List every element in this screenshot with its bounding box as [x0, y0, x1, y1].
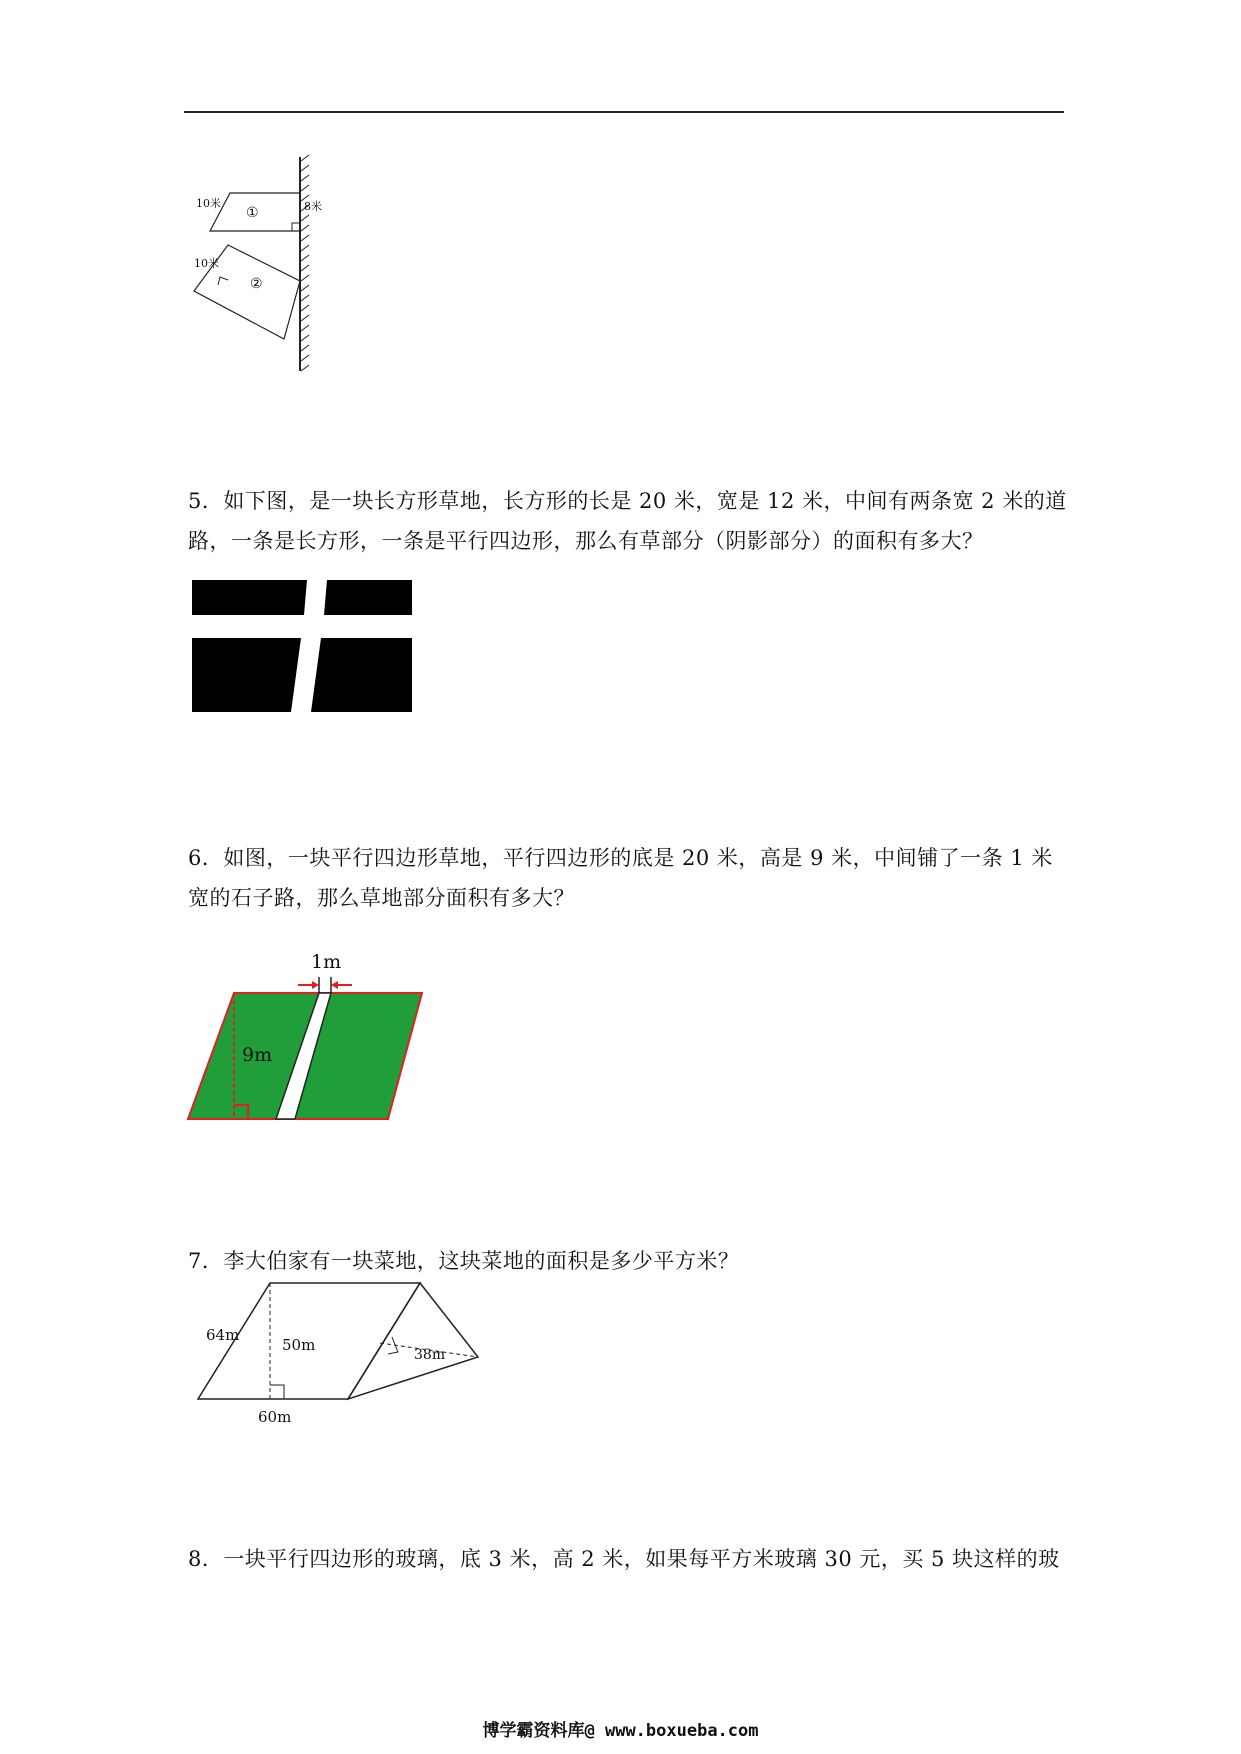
field-1-number: ①: [246, 205, 259, 221]
label-field2-side: 10米: [194, 257, 219, 270]
question-5: [188, 481, 1068, 561]
figure-4-wall-fields: [190, 155, 320, 375]
question-5-line-2: 路，一条是长方形，一条是平行四边形，那么有草部分（阴影部分）的面积有多大？: [188, 529, 984, 553]
figure-6-parallelogram-lawn: [188, 945, 428, 1125]
figure-7-vegetable-plot: [198, 1280, 488, 1430]
height-label: 50m: [282, 1336, 316, 1354]
question-8-line-1: 8．一块平行四边形的玻璃，底 3 米，高 2 米，如果每平方米玻璃 30 元，买 5 块这样的玻: [188, 1547, 1060, 1571]
question-6-line-1: 6．如图，一块平行四边形草地，平行四边形的底是 20 米，高是 9 米，中间铺了一条 1 米: [188, 846, 1053, 870]
header-rule: [184, 111, 1064, 113]
base-label: 60m: [258, 1408, 292, 1426]
footer-watermark: 博学霸资料库@ www.boxueba.com: [482, 1721, 759, 1741]
side-label: 64m: [206, 1326, 240, 1344]
question-6-line-2: 宽的石子路，那么草地部分面积有多大？: [188, 886, 575, 910]
lawn-height-label: 9m: [242, 1044, 273, 1066]
question-7-line-1: 7．李大伯家有一块菜地，这块菜地的面积是多少平方米？: [188, 1249, 740, 1273]
label-field1-height: 8米: [304, 200, 322, 213]
question-7: [188, 1241, 1068, 1281]
figure-5-grass-field: [192, 580, 414, 715]
question-8: [188, 1539, 1068, 1579]
field-2-number: ②: [250, 276, 263, 292]
label-field1-side: 10米: [196, 197, 221, 210]
path-width-label: 1m: [311, 951, 342, 973]
triangle-height-label: 38m: [414, 1347, 446, 1363]
question-5-line-1: 5．如下图，是一块长方形草地，长方形的长是 20 米，宽是 12 米，中间有两条宽 2 米的道: [188, 489, 1067, 513]
question-6: [188, 838, 1068, 918]
